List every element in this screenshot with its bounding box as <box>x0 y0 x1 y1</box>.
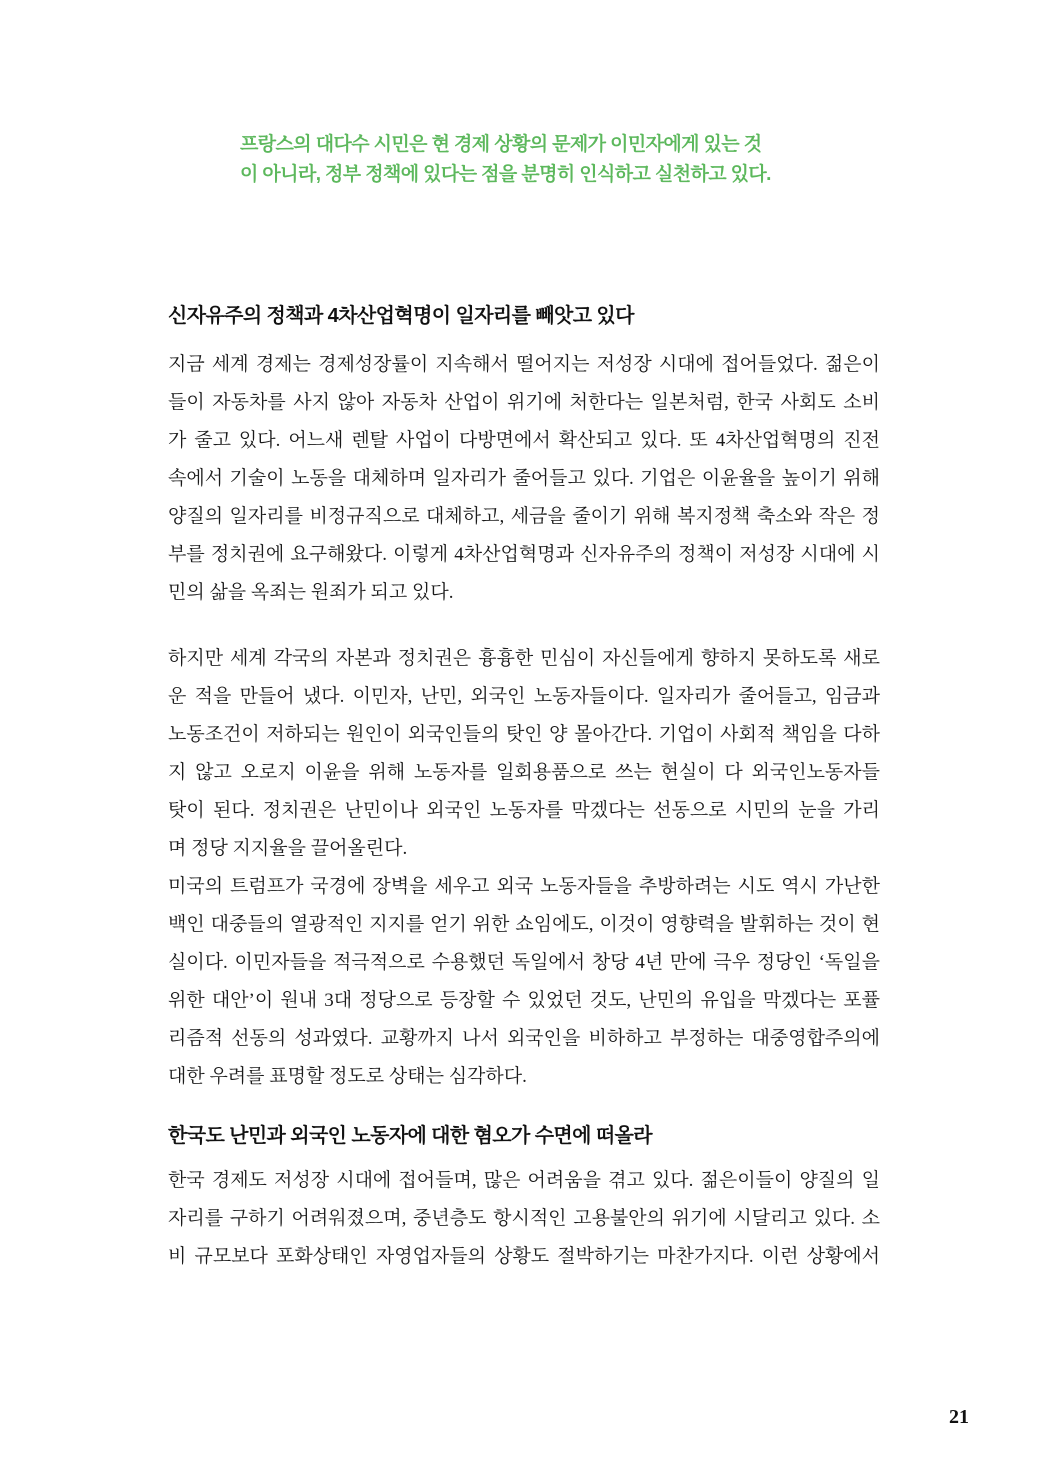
body-line: 부를 정치권에 요구해왔다. 이렇게 4차산업혁명과 신자유주의 정책이 저성장 시대에 시 <box>168 544 880 565</box>
body-line: 대한 우려를 표명할 정도로 상태는 심각하다. <box>168 1066 527 1087</box>
body-line: 하지만 세계 각국의 자본과 정치권은 흉흉한 민심이 자신들에게 향하지 못하도록 새로 <box>168 648 880 669</box>
body-line: 며 정당 지지율을 끌어올린다. <box>168 838 408 859</box>
paragraph-4 <box>168 1162 880 1276</box>
body-line: 운 적을 만들어 냈다. 이민자, 난민, 외국인 노동자들이다. 일자리가 줄어들고, 임금과 <box>168 686 880 707</box>
paragraph-3 <box>168 868 880 1096</box>
body-line: 속에서 기술이 노동을 대체하며 일자리가 줄어들고 있다. 기업은 이윤율을 높이기 위해 <box>168 468 880 489</box>
body-line: 지금 세계 경제는 경제성장률이 지속해서 떨어지는 저성장 시대에 접어들었다. 젊은이 <box>168 354 880 375</box>
section-heading-neoliberalism: 신자유주의 정책과 4차산업혁명이 일자리를 빼앗고 있다 <box>168 305 634 327</box>
pull-quote-line: 이 아니라, 정부 정책에 있다는 점을 분명히 인식하고 실천하고 있다. <box>240 164 771 185</box>
body-line: 탓이 된다. 정치권은 난민이나 외국인 노동자를 막겠다는 선동으로 시민의 눈을 가리 <box>168 800 880 821</box>
section-heading-korea-hate: 한국도 난민과 외국인 노동자에 대한 혐오가 수면에 떠올라 <box>168 1125 652 1147</box>
body-line: 자리를 구하기 어려워졌으며, 중년층도 항시적인 고용불안의 위기에 시달리고 있다. 소 <box>168 1208 880 1229</box>
body-line: 위한 대안’이 원내 3대 정당으로 등장할 수 있었던 것도, 난민의 유입을 막겠다는 포퓰 <box>168 990 880 1011</box>
body-line: 백인 대중들의 열광적인 지지를 얻기 위한 쇼임에도, 이것이 영향력을 발휘하는 것이 현 <box>168 914 880 935</box>
pull-quote <box>240 130 880 190</box>
body-line: 양질의 일자리를 비정규직으로 대체하고, 세금을 줄이기 위해 복지정책 축소와 작은 정 <box>168 506 880 527</box>
body-line: 미국의 트럼프가 국경에 장벽을 세우고 외국 노동자들을 추방하려는 시도 역시 가난한 <box>168 876 880 897</box>
body-line: 실이다. 이민자들을 적극적으로 수용했던 독일에서 창당 4년 만에 극우 정당인 ‘독일을 <box>168 952 880 973</box>
paragraph-2 <box>168 640 880 868</box>
body-line: 지 않고 오로지 이윤을 위해 노동자를 일회용품으로 쓰는 현실이 다 외국인노동자들 <box>168 762 880 783</box>
body-line: 가 줄고 있다. 어느새 렌탈 사업이 다방면에서 확산되고 있다. 또 4차산업혁명의 진전 <box>168 430 880 451</box>
paragraph-1 <box>168 346 880 612</box>
body-line: 들이 자동차를 사지 않아 자동차 산업이 위기에 처한다는 일본처럼, 한국 사회도 소비 <box>168 392 880 413</box>
body-line: 리즘적 선동의 성과였다. 교황까지 나서 외국인을 비하하고 부정하는 대중영합주의에 <box>168 1028 880 1049</box>
page-number: 21 <box>949 1406 969 1428</box>
body-line: 비 규모보다 포화상태인 자영업자들의 상황도 절박하기는 마찬가지다. 이런 상황에서 <box>168 1246 880 1267</box>
body-line: 한국 경제도 저성장 시대에 접어들며, 많은 어려움을 겪고 있다. 젊은이들이 양질의 일 <box>168 1170 880 1191</box>
body-line: 노동조건이 저하되는 원인이 외국인들의 탓인 양 몰아간다. 기업이 사회적 책임을 다하 <box>168 724 880 745</box>
body-line: 민의 삶을 옥죄는 원죄가 되고 있다. <box>168 582 454 603</box>
pull-quote-line: 프랑스의 대다수 시민은 현 경제 상황의 문제가 이민자에게 있는 것 <box>240 134 762 155</box>
